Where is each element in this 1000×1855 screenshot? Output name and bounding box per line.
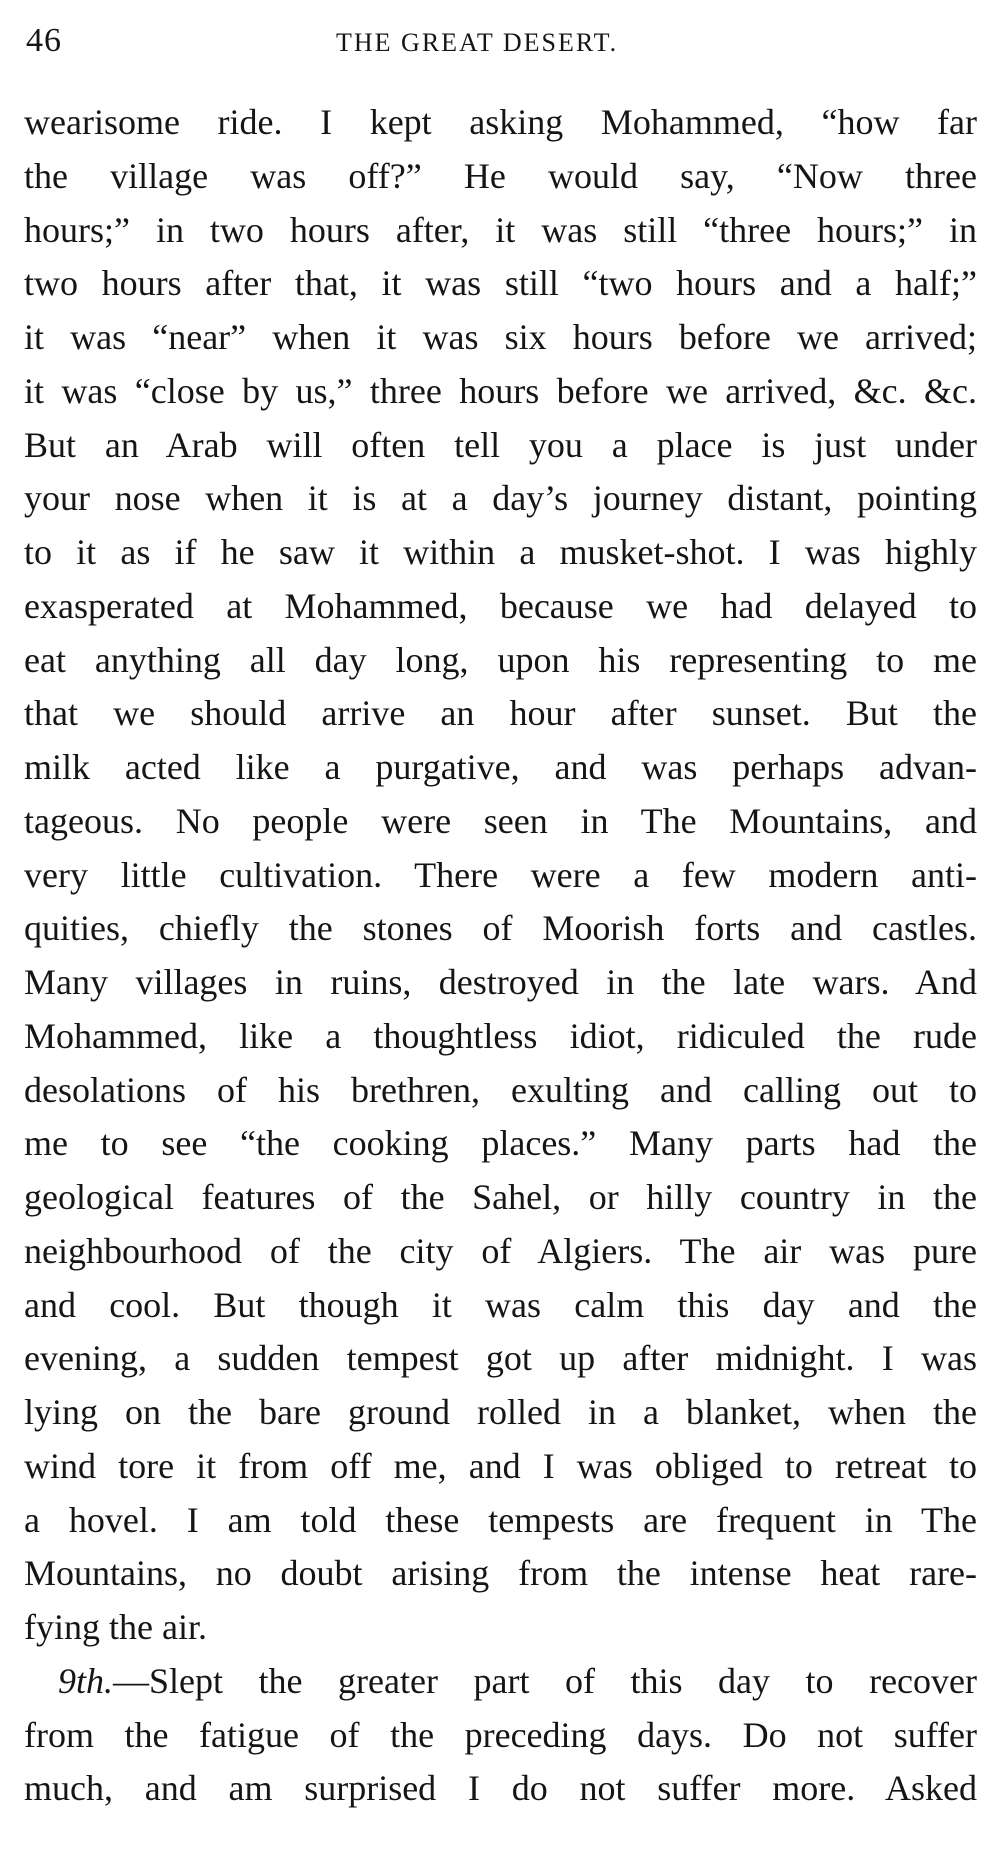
text-line: from the fatigue of the preceding days. Do not suffer [24,1714,977,1755]
text-line: hours;” in two hours after, it was still “three hours;” in [24,209,977,250]
text-line: me to see “the cooking places.” Many parts had the [24,1123,977,1164]
paragraph-start-text: —Slept the greater part of this day to recover [113,1660,977,1701]
body-text [24,96,977,1816]
running-head [26,22,976,66]
text-line: wearisome ride. I kept asking Mohammed, “how far [24,102,977,142]
text-line: geological features of the Sahel, or hilly country in the [24,1177,977,1217]
text-line: two hours after that, it was still “two hours and a half;” [24,263,977,304]
text-line: Many villages in ruins, destroyed in the late wars. And [24,962,977,1002]
text-line: it was “near” when it was six hours before we arrived; [24,317,977,357]
text-line: tageous. No people were seen in The Mountains, and [24,800,977,841]
text-line: lying on the bare ground rolled in a blanket, when the [24,1392,977,1432]
text-line: Mohammed, like a thoughtless idiot, ridiculed the rude [24,1015,977,1056]
text-line: desolations of his brethren, exulting and calling out to [24,1069,977,1110]
text-line: eat anything all day long, upon his representing to me [24,639,977,680]
text-line: exasperated at Mohammed, because we had delayed to [24,585,977,626]
text-line: to it as if he saw it within a musket-shot. I was highly [24,532,977,572]
date-mark: 9th. [58,1660,114,1701]
paragraph-end-line: fying the air. [24,1607,207,1647]
text-line: very little cultivation. There were a few modern anti- [24,854,977,895]
running-title: THE GREAT DESERT. [336,28,619,57]
text-line: quities, chiefly the stones of Moorish forts and castles. [24,908,977,949]
text-line: But an Arab will often tell you a place is just under [24,424,977,465]
text-line: and cool. But though it was calm this day and the [24,1284,977,1325]
text-line: much, and am surprised I do not suffer more. Asked [24,1768,977,1809]
text-line: it was “close by us,” three hours before we arrived, &c. &c. [24,370,977,411]
paragraph-start-line [24,1655,977,1709]
text-line: neighbourhood of the city of Algiers. The air was pure [24,1230,977,1271]
text-line: wind tore it from off me, and I was obliged to retreat to [24,1445,977,1486]
text-line: that we should arrive an hour after sunset. But the [24,693,977,734]
text-line: milk acted like a purgative, and was perhaps advan- [24,747,977,787]
text-line: your nose when it is at a day’s journey distant, pointing [24,478,977,519]
page-number: 46 [26,22,62,59]
text-line: a hovel. I am told these tempests are frequent in The [24,1499,977,1540]
text-line: Mountains, no doubt arising from the intense heat rare- [24,1553,977,1594]
text-line: the village was off?” He would say, “Now three [24,155,977,196]
text-line: evening, a sudden tempest got up after midnight. I was [24,1338,977,1379]
